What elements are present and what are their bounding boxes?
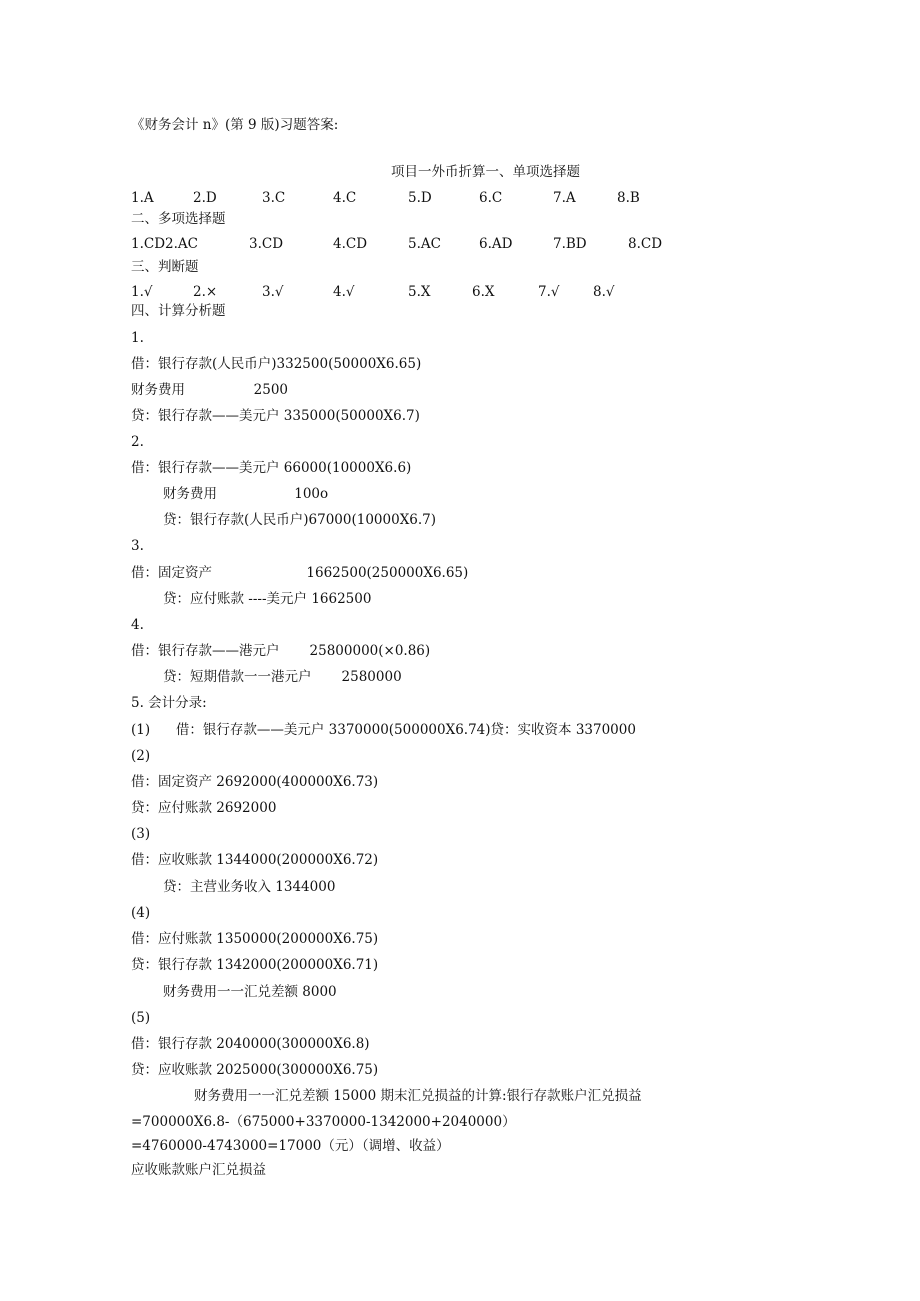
journal-entry-line: 贷：短期借款一一港元户 2580000 [163,669,402,685]
journal-entry-line: (1) 借：银行存款——美元户 3370000(500000X6.74)贷：实收资本 3370000 [131,722,636,738]
journal-entry-line: 借：固定资产 2692000(400000X6.73) [131,774,379,790]
journal-entry-line: 借：银行存款——美元户 66000(10000X6.6) [131,460,412,476]
calculation-line: =4760000-4743000=17000（元）（调增、收益） [131,1138,450,1154]
item-number: (2) [131,748,151,764]
answer-item: 5.D [408,190,432,206]
journal-entry-line: 借：银行存款(人民币户)332500(50000X6.65) [131,356,422,372]
section-heading-judgement: 三、判断题 [131,259,199,275]
answer-item: 5.X [408,284,431,300]
journal-entry-line: 贷：银行存款 1342000(200000X6.71) [131,957,379,973]
question-number: 4. [131,617,144,633]
answer-item: 7.√ [538,284,560,300]
answer-item: 7.A [553,190,576,206]
journal-entry-line: 借：固定资产 1662500(250000X6.65) [131,565,469,581]
answer-item: 1.A [131,190,154,206]
answer-item: 5.AC [408,236,441,252]
section-heading-calculation: 四、计算分析题 [131,303,226,319]
answer-item: 7.BD [553,236,587,252]
answer-item: 8.CD [628,236,663,252]
answer-item: 6.AD [479,236,513,252]
journal-entry-line: 借：应收账款 1344000(200000X6.72) [131,852,379,868]
journal-entry-line: 贷：银行存款(人民币户)67000(10000X6.7) [163,512,437,528]
answer-item: 3.C [262,190,286,206]
journal-entry-line: 贷：应付账款 ----美元户 1662500 [163,591,372,607]
answer-item: 6.C [479,190,503,206]
journal-entry-line: 借：应付账款 1350000(200000X6.75) [131,931,379,947]
answer-item: 1.√ [131,284,153,300]
answer-item: 6.X [472,284,495,300]
answer-item: 2.× [193,284,218,300]
answer-item: 1.CD2.AC [131,236,198,252]
journal-entry-line: 财务费用一一汇兑差额 8000 [163,984,337,1000]
question-number: 2. [131,434,144,450]
journal-entry-line: 贷：应付账款 2692000 [131,800,277,816]
document-title: 《财务会计 n》(第 9 版)习题答案: [131,117,339,133]
item-number: (3) [131,826,151,842]
answer-item: 8.B [617,190,640,206]
answer-item: 4.CD [333,236,368,252]
journal-entry-line: 贷：主营业务收入 1344000 [163,879,336,895]
calculation-line: 应收账款账户汇兑损益 [131,1162,266,1178]
answer-item: 8.√ [593,284,615,300]
question-number: 3. [131,538,144,554]
item-number: (4) [131,905,151,921]
journal-entry-line: 财务费用一一汇兑差额 15000 期末汇兑损益的计算:银行存款账户汇兑损益 [194,1088,642,1104]
answer-item: 4.√ [333,284,355,300]
journal-entry-line: 财务费用 2500 [131,382,289,398]
answer-item: 3.√ [262,284,284,300]
project-heading: 项目一外币折算一、单项选择题 [391,164,580,180]
answer-item: 2.D [193,190,217,206]
answer-item: 4.C [333,190,357,206]
subsection-heading: 5. 会计分录: [131,695,207,711]
journal-entry-line: 贷：银行存款——美元户 335000(50000X6.7) [131,408,420,424]
item-number: (5) [131,1010,151,1026]
section-heading-multi-choice: 二、多项选择题 [131,211,226,227]
journal-entry-line: 财务费用 100o [163,486,329,502]
question-number: 1. [131,330,144,346]
journal-entry-line: 借：银行存款 2040000(300000X6.8) [131,1036,370,1052]
journal-entry-line: 贷：应收账款 2025000(300000X6.75) [131,1062,379,1078]
calculation-line: =700000X6.8-（675000+3370000-1342000+2040000） [131,1114,516,1130]
answer-item: 3.CD [249,236,284,252]
journal-entry-line: 借：银行存款——港元户 25800000(×0.86) [131,643,431,659]
